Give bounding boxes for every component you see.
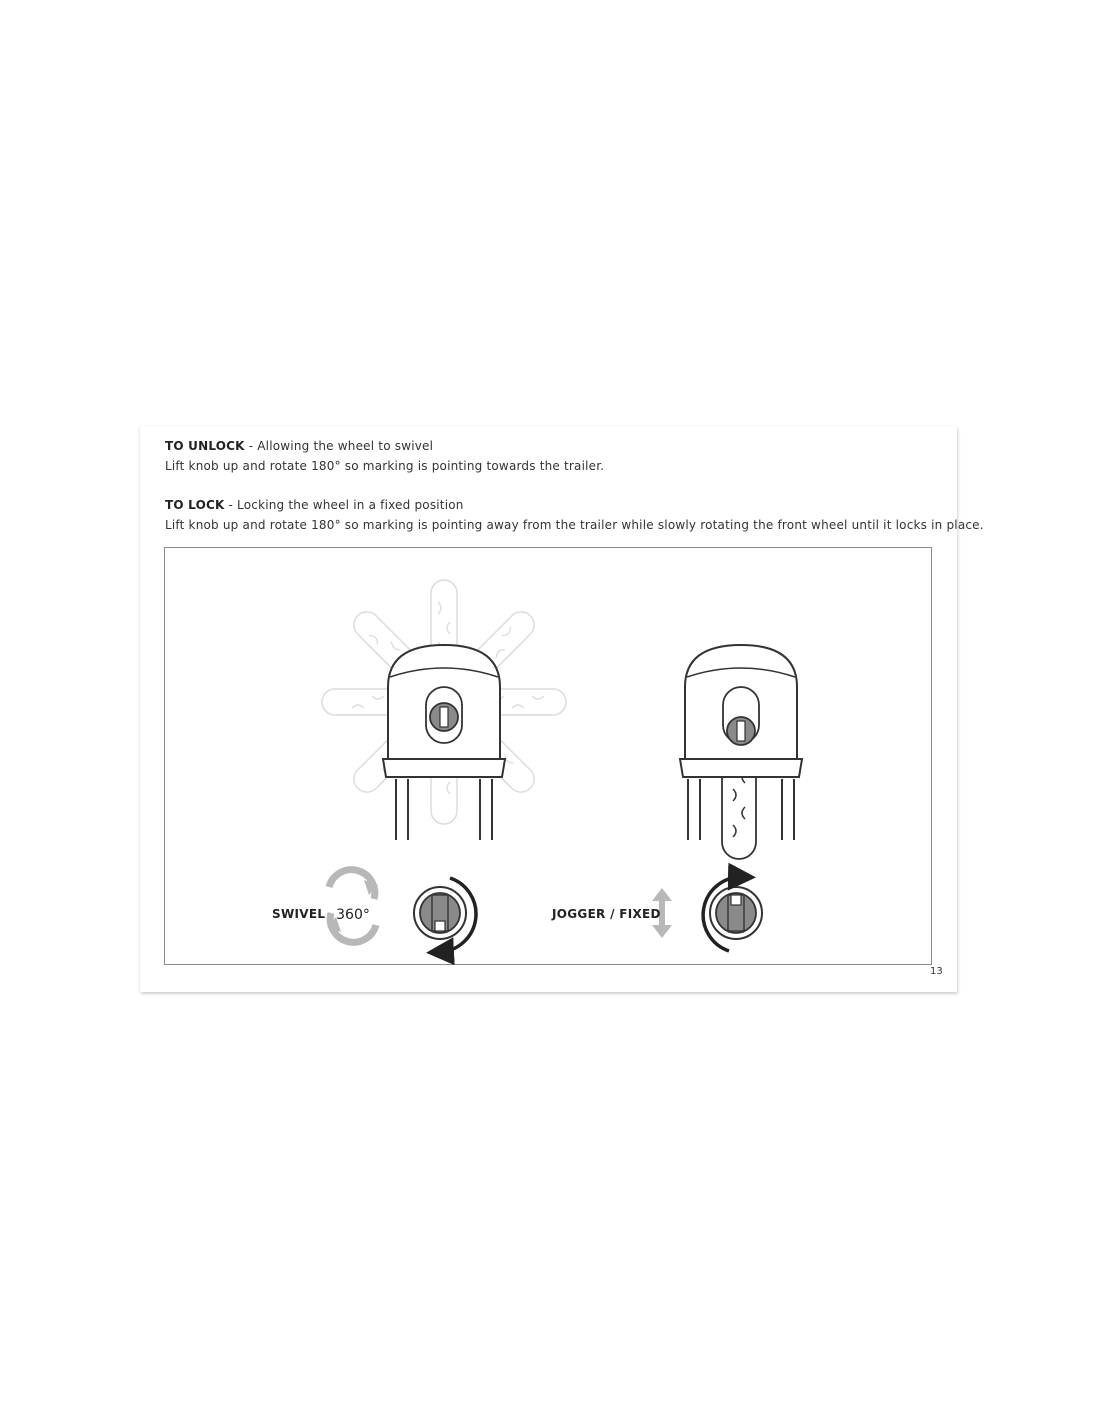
unlock-instructions bbox=[165, 436, 604, 476]
swivel-360-icon bbox=[327, 870, 378, 943]
wheel-lock-diagram bbox=[164, 547, 932, 965]
fixed-wheel-housing bbox=[680, 645, 802, 859]
lock-instruction: Lift knob up and rotate 180° so marking is pointing away from the trailer while slowly rotating the front wheel until it locks in place. bbox=[165, 518, 984, 532]
lock-subtitle: - Locking the wheel in a fixed position bbox=[224, 498, 464, 512]
fixed-knob-closeup bbox=[703, 877, 762, 951]
lock-heading: TO LOCK bbox=[165, 498, 225, 512]
unlock-subtitle: - Allowing the wheel to swivel bbox=[244, 439, 434, 453]
page-number: 13 bbox=[930, 966, 943, 977]
swivel-knob-closeup bbox=[414, 878, 476, 952]
jogger-fixed-label: JOGGER / FIXED bbox=[552, 907, 661, 921]
unlock-heading: TO UNLOCK bbox=[165, 439, 245, 453]
swivel-label: SWIVEL bbox=[272, 907, 326, 921]
swivel-degrees: 360° bbox=[336, 907, 370, 923]
lock-instructions bbox=[165, 495, 984, 535]
unlock-instruction: Lift knob up and rotate 180° so marking is pointing towards the trailer. bbox=[165, 459, 605, 473]
